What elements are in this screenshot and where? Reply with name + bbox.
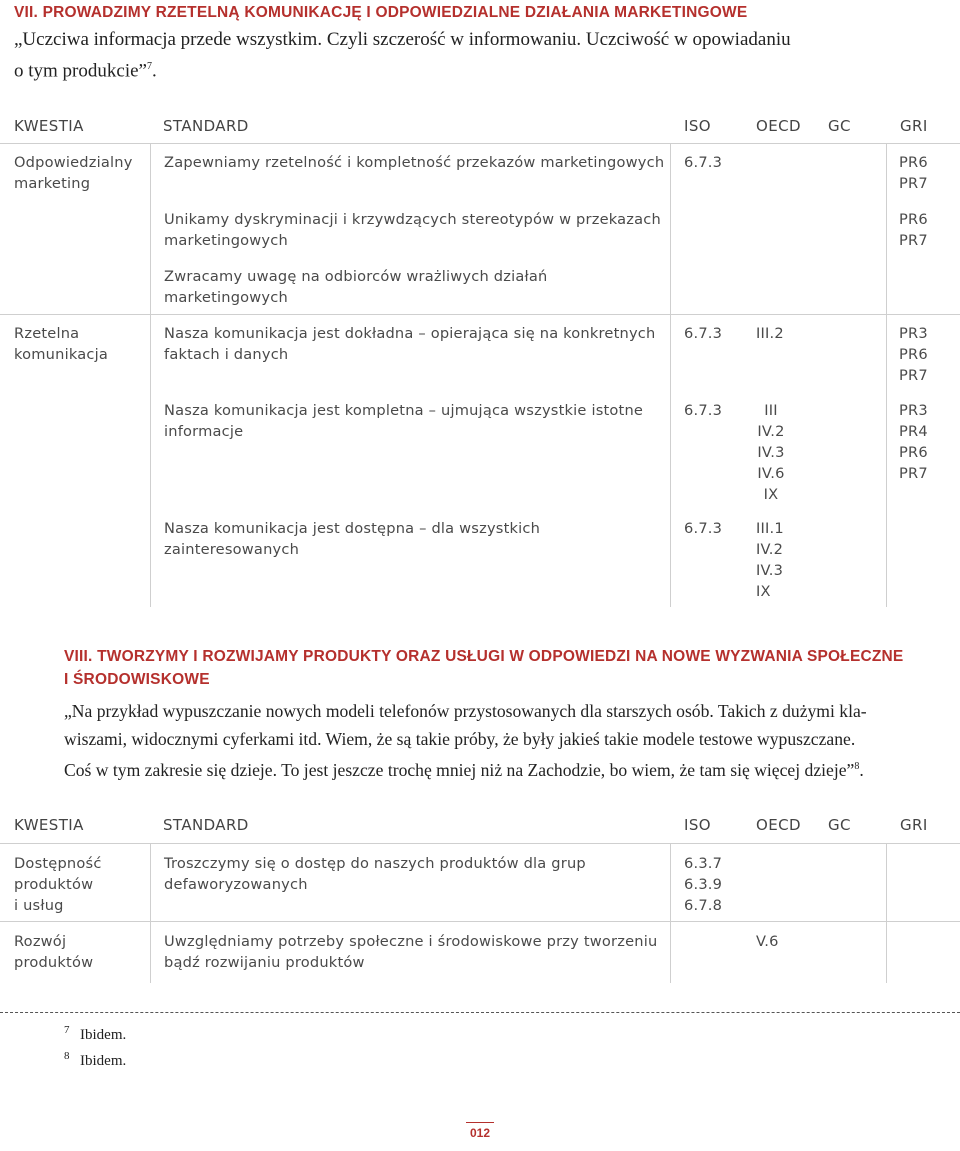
header-kwestia: KWESTIA xyxy=(14,117,84,135)
standard-cell: Uwzględniamy potrzeby społeczne i środowiskowe przy tworzeniu bądź rozwijaniu produktów xyxy=(164,933,658,971)
header-gri: GRI xyxy=(900,816,928,834)
standard-cell: Zwracamy uwagę na odbiorców wrażliwych działań marketingowych xyxy=(164,268,548,306)
iso-cell: 6.3.7 6.3.9 6.7.8 xyxy=(684,855,723,914)
header-oecd: OECD xyxy=(756,117,801,135)
quote-line: „Na przykład wypuszczanie nowych modeli telefonów przystosowanych dla starszych osób. Takich z dużymi kla- xyxy=(64,701,867,721)
standard-cell: Zapewniamy rzetelność i kompletność przekazów marketingowych xyxy=(164,154,665,171)
standard-cell: Nasza komunikacja jest dostępna – dla wszystkich zainteresowanych xyxy=(164,520,541,558)
header-standard: STANDARD xyxy=(163,117,249,135)
table-divider xyxy=(670,143,671,607)
kwestia-cell: Dostępność produktów i usług xyxy=(14,855,102,914)
header-iso: ISO xyxy=(684,816,711,834)
header-standard: STANDARD xyxy=(163,816,249,834)
table-divider xyxy=(150,143,151,607)
table-divider xyxy=(886,843,887,983)
quote-line: wiszami, widocznymi cyferkami itd. Wiem, że są takie próby, że były jakieś takie modele testowe wypuszczane. xyxy=(64,729,856,749)
iso-cell: 6.7.3 xyxy=(684,325,723,342)
header-iso: ISO xyxy=(684,117,711,135)
standard-cell: Nasza komunikacja jest dokładna – opierająca się na konkretnych faktach i danych xyxy=(164,325,656,363)
footnote-ref: 8 xyxy=(854,761,860,772)
header-gri: GRI xyxy=(900,117,928,135)
quote-line: „Uczciwa informacja przede wszystkim. Czyli szczerość w informowaniu. Uczciwość w opowiadaniu xyxy=(14,29,791,50)
header-gc: GC xyxy=(828,117,851,135)
quote-line: Coś w tym zakresie się dzieje. To jest jeszcze trochę mniej niż na Zachodzie, bo wiem, że tam się więcej dzieje” xyxy=(64,759,855,780)
gri-cell: PR6 PR7 xyxy=(899,211,928,249)
header-oecd: OECD xyxy=(756,816,801,834)
oecd-cell: III.1 IV.2 IV.3 IX xyxy=(756,520,784,600)
section-7-quote xyxy=(14,26,954,84)
table-divider xyxy=(886,143,887,607)
gri-cell: PR3 PR6 PR7 xyxy=(899,325,928,384)
title-line: VIII. TWORZYMY I ROZWIJAMY PRODUKTY ORAZ USŁUGI W ODPOWIEDZI NA NOWE WYZWANIA SPOŁECZNE xyxy=(64,648,904,665)
iso-cell: 6.7.3 xyxy=(684,520,723,537)
table-divider xyxy=(670,843,671,983)
kwestia-cell: Rozwój produktów xyxy=(14,933,94,971)
oecd-cell: V.6 xyxy=(756,933,779,950)
oecd-cell: III IV.2 IV.3 IV.6 IX xyxy=(757,402,785,503)
page-number-rule xyxy=(466,1122,494,1123)
gri-cell: PR3 PR4 PR6 PR7 xyxy=(899,402,928,482)
iso-cell: 6.7.3 xyxy=(684,154,723,171)
quote-end: . xyxy=(859,759,864,780)
standard-cell: Nasza komunikacja jest kompletna – ujmująca wszystkie istotne informacje xyxy=(164,402,644,440)
section-8-quote xyxy=(64,697,954,784)
gri-cell: PR6 PR7 xyxy=(899,154,928,192)
footnote-ref: 7 xyxy=(146,61,152,72)
iso-cell: 6.7.3 xyxy=(684,402,723,419)
title-line: I ŚRODOWISKOWE xyxy=(64,671,210,688)
section-7-title: VII. PROWADZIMY RZETELNĄ KOMUNIKACJĘ I ODPOWIEDZIALNE DZIAŁANIA MARKETINGOWE xyxy=(14,4,748,21)
oecd-cell: III.2 xyxy=(756,325,784,342)
header-kwestia: KWESTIA xyxy=(14,816,84,834)
table-divider xyxy=(0,843,960,844)
quote-line: o tym produkcie” xyxy=(14,60,147,82)
footnote-number: 7 xyxy=(64,1024,70,1036)
table-divider xyxy=(0,921,960,922)
footnote-text: Ibidem. xyxy=(80,1027,127,1043)
table-divider xyxy=(0,314,960,315)
standard-cell: Unikamy dyskryminacji i krzywdzących stereotypów w przekazach marketingowych xyxy=(164,211,661,249)
footnote-text: Ibidem. xyxy=(80,1053,127,1069)
kwestia-cell: Odpowiedzialny marketing xyxy=(14,154,133,192)
header-gc: GC xyxy=(828,816,851,834)
page-number: 012 xyxy=(470,1126,491,1140)
kwestia-cell: Rzetelna komunikacja xyxy=(14,325,108,363)
footnote-number: 8 xyxy=(64,1050,70,1062)
table-divider xyxy=(0,143,960,144)
standard-cell: Troszczymy się o dostęp do naszych produktów dla grup defaworyzowanych xyxy=(164,855,586,893)
section-8-title xyxy=(64,648,903,689)
table-divider xyxy=(150,843,151,983)
quote-end: . xyxy=(151,60,157,82)
footnote-separator xyxy=(0,1012,960,1013)
